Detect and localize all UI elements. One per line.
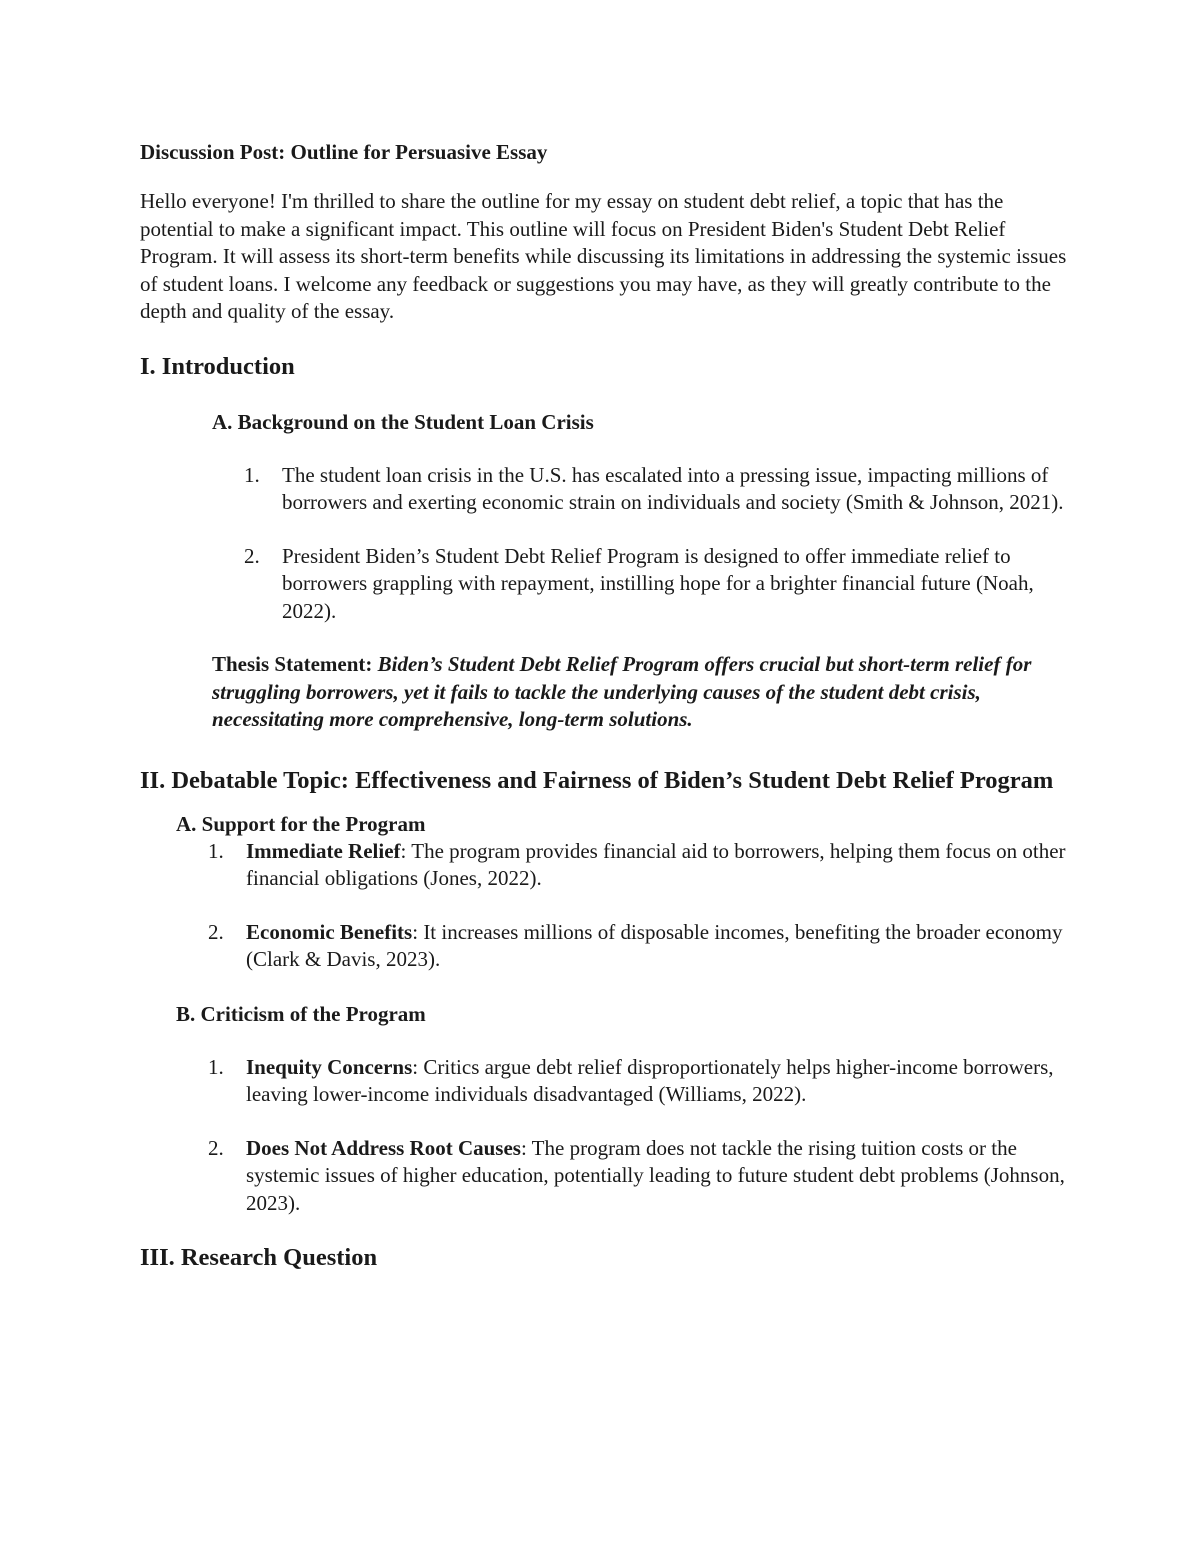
- list-item-term: Does Not Address Root Causes: [246, 1135, 521, 1160]
- list-item-text: : Critics argue debt relief disproportionately helps higher-income borrowers, leaving lower-income individuals disadvantaged (Williams, 2022).: [246, 1054, 1054, 1106]
- thesis-text: Biden’s Student Debt Relief Program offers crucial but short-term relief for struggling borrowers, yet it fails to tackle the underlying causes of the student debt crisis, necessitating more comprehensive, long-term solutions.: [212, 652, 1032, 731]
- list-item-text: : It increases millions of disposable incomes, benefiting the broader economy (Clark & Davis, 2023).: [246, 919, 1063, 971]
- subsection-criticism: [176, 1000, 1070, 1218]
- list-item: [208, 838, 1070, 893]
- section-heading-debatable-topic: II. Debatable Topic: Effectiveness and Fairness of Biden’s Student Debt Relief Program: [140, 766, 1054, 794]
- intro-paragraph: Hello everyone! I'm thrilled to share the outline for my essay on student debt relief, a topic that has the potential to make a significant impact. This outline will focus on President Biden's Student Debt Relief Program. It will assess its short-term benefits while discussing its limitations in addressing the systemic issues of student loans. I welcome any feedback or suggestions you may have, as they will greatly contribute to the depth and quality of the essay.: [140, 189, 1067, 323]
- list-number: 1.: [208, 1054, 224, 1079]
- subsection-heading-criticism: B. Criticism of the Program: [176, 1001, 426, 1026]
- list-item-text: The student loan crisis in the U.S. has escalated into a pressing issue, impacting millions of borrowers and exerting economic strain on individuals and society (Smith & Johnson, 2021).: [282, 462, 1064, 514]
- list-item: [244, 462, 1070, 517]
- section-heading-introduction: I. Introduction: [140, 352, 295, 380]
- list-number: 1.: [208, 838, 224, 863]
- document-page: [140, 138, 1070, 1273]
- list-item: [208, 1135, 1070, 1218]
- subsection-background: [212, 408, 1070, 734]
- list-item: [208, 1054, 1070, 1109]
- thesis-label: Thesis Statement:: [212, 652, 373, 676]
- list-number: 1.: [244, 462, 260, 487]
- subsection-support: [176, 810, 1070, 974]
- criticism-list: [208, 1054, 1070, 1218]
- list-number: 2.: [208, 1135, 224, 1160]
- thesis-statement: [212, 651, 1070, 734]
- section-heading-research-question: III. Research Question: [140, 1244, 378, 1271]
- subsection-heading-support: A. Support for the Program: [176, 811, 426, 836]
- list-item-term: Immediate Relief: [246, 838, 401, 863]
- subsection-heading-background: A. Background on the Student Loan Crisis: [212, 409, 594, 434]
- background-list: [244, 462, 1070, 626]
- list-item-text: : The program does not tackle the rising tuition costs or the systemic issues of higher education, potentially leading to future student debt problems (Johnson, 2023).: [246, 1135, 1065, 1215]
- list-item-text: : The program provides financial aid to borrowers, helping them focus on other financial obligations (Jones, 2022).: [246, 838, 1066, 890]
- page-title: Discussion Post: Outline for Persuasive Essay: [140, 140, 548, 164]
- list-item-term: Inequity Concerns: [246, 1054, 413, 1079]
- list-item-term: Economic Benefits: [246, 919, 413, 944]
- list-number: 2.: [244, 543, 260, 568]
- list-item: [244, 543, 1070, 626]
- list-number: 2.: [208, 919, 224, 944]
- list-item: [208, 919, 1070, 974]
- list-item-text: President Biden’s Student Debt Relief Program is designed to offer immediate relief to borrowers grappling with repayment, instilling hope for a brighter financial future (Noah, 2022).: [282, 543, 1034, 623]
- support-list: [208, 838, 1070, 974]
